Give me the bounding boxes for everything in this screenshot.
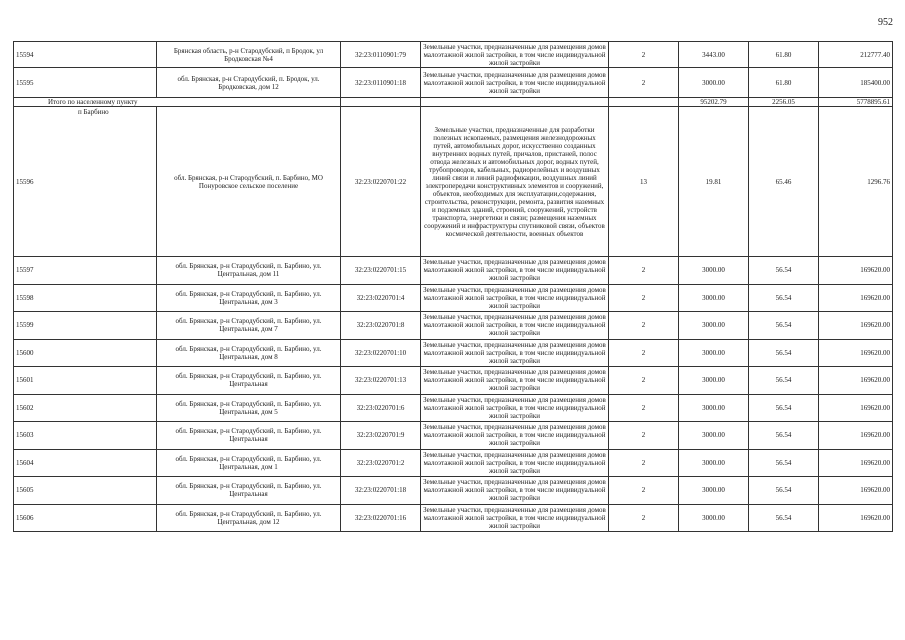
cadastral-value-cell: 169620.00: [819, 339, 893, 367]
table-row: [14, 68, 893, 98]
address-cell: обл. Брянская, р-н Стародубский, п. Барбино, ул. Центральная: [157, 367, 341, 395]
table-row: [14, 394, 893, 422]
cadastral-value-cell: 169620.00: [819, 312, 893, 340]
cadastral-number-cell: 32:23:0220701:22: [341, 107, 421, 257]
address-cell: Брянская область, р-н Стародубский, п Бродок, ул Бродковская №4: [157, 42, 341, 68]
row-number: 15597: [14, 257, 157, 285]
table-row: [14, 367, 893, 395]
rate-cell: 56.54: [749, 312, 819, 340]
row-number: 15598: [14, 284, 157, 312]
subtotal-rate: 2256.05: [749, 98, 819, 107]
rate-cell: 56.54: [749, 477, 819, 505]
row-number: 15602: [14, 394, 157, 422]
address-cell: обл. Брянская, р-н Стародубский, п. Барбино, ул. Центральная, дом 11: [157, 257, 341, 285]
address-cell: обл. Брянская, р-н Стародубский, п. Барбино, ул. Центральная, дом 12: [157, 504, 341, 532]
land-use-cell: Земельные участки, предназначенные для размещения домов малоэтажной жилой застройки, в том числе индивидуальной жилой застройки: [421, 504, 609, 532]
address-cell: обл. Брянская, р-н Стародубский, п. Барбино, МО Понуровское сельское поселение: [157, 107, 341, 257]
cadastral-value-cell: 169620.00: [819, 422, 893, 450]
empty-cell: [421, 98, 609, 107]
group-cell: 2: [609, 339, 679, 367]
land-use-cell: Земельные участки, предназначенные для разработки полезных ископаемых, размещения железнодорожных путей, автомобильных дорог, искусственно созданных внутренних водных путей, причалов, пристаней, полос отвода железных и автомобильных дорог, водных путей, трубопроводов, кабельных, радиорелейных и воздушных линий связи и линий радиофикации, воздушных линий электропередачи конструктивных элементов и сооружений, объектов, необходимых для эксплуатации,содержания, строительства, реконструкции, ремонта, развития наземных и подземных зданий, строений, сооружений, устройств транспорта, энергетики и связи; размещения наземных сооружений и инфраструктуры спутниковой связи, объектов космической деятельности, военных объектов: [421, 107, 609, 257]
cadastral-number-cell: 32:23:0220701:15: [341, 257, 421, 285]
area-cell: 3000.00: [679, 477, 749, 505]
area-cell: 3000.00: [679, 422, 749, 450]
cadastral-value-cell: 169620.00: [819, 257, 893, 285]
rate-cell: 56.54: [749, 284, 819, 312]
area-cell: 3000.00: [679, 449, 749, 477]
address-cell: обл. Брянская, р-н Стародубский, п. Бродок, ул. Бродковская, дом 12: [157, 68, 341, 98]
land-use-cell: Земельные участки, предназначенные для размещения домов малоэтажной жилой застройки, в том числе индивидуальной жилой застройки: [421, 394, 609, 422]
cadastral-value-cell: 169620.00: [819, 477, 893, 505]
area-cell: 3000.00: [679, 367, 749, 395]
table-row: [14, 339, 893, 367]
land-use-cell: Земельные участки, предназначенные для размещения домов малоэтажной жилой застройки, в том числе индивидуальной жилой застройки: [421, 68, 609, 98]
cadastral-value-cell: 169620.00: [819, 284, 893, 312]
cadastral-number-cell: 32:23:0220701:9: [341, 422, 421, 450]
group-cell: 2: [609, 477, 679, 505]
group-cell: 2: [609, 449, 679, 477]
rate-cell: 65.46: [749, 107, 819, 257]
cadastral-value-cell: 185400.00: [819, 68, 893, 98]
row-number: [14, 107, 157, 257]
land-use-cell: Земельные участки, предназначенные для размещения домов малоэтажной жилой застройки, в том числе индивидуальной жилой застройки: [421, 257, 609, 285]
land-use-cell: Земельные участки, предназначенные для размещения домов малоэтажной жилой застройки, в том числе индивидуальной жилой застройки: [421, 477, 609, 505]
table-row: [14, 449, 893, 477]
group-cell: 2: [609, 504, 679, 532]
subtotal-row: [14, 98, 893, 107]
cadastral-number-cell: 32:23:0220701:13: [341, 367, 421, 395]
land-use-cell: Земельные участки, предназначенные для размещения домов малоэтажной жилой застройки, в том числе индивидуальной жилой застройки: [421, 339, 609, 367]
cadastral-value-cell: 169620.00: [819, 449, 893, 477]
land-use-cell: Земельные участки, предназначенные для размещения домов малоэтажной жилой застройки, в том числе индивидуальной жилой застройки: [421, 367, 609, 395]
cadastral-number-cell: 32:23:0220701:2: [341, 449, 421, 477]
row-number: 15601: [14, 367, 157, 395]
empty-cell: [609, 98, 679, 107]
cadastral-number-cell: 32:23:0220701:6: [341, 394, 421, 422]
area-cell: 3443.00: [679, 42, 749, 68]
address-cell: обл. Брянская, р-н Стародубский, п. Барбино, ул. Центральная, дом 8: [157, 339, 341, 367]
address-cell: обл. Брянская, р-н Стародубский, п. Барбино, ул. Центральная: [157, 422, 341, 450]
table-row: [14, 42, 893, 68]
table-row: [14, 107, 893, 257]
area-cell: 3000.00: [679, 394, 749, 422]
cadastral-value-cell: 1296.76: [819, 107, 893, 257]
area-cell: 19.81: [679, 107, 749, 257]
area-cell: 3000.00: [679, 257, 749, 285]
cadastral-number-cell: 32:23:0110901:18: [341, 68, 421, 98]
table-row: [14, 422, 893, 450]
page-number: 952: [878, 17, 893, 28]
locality-name: п Барбино: [78, 108, 109, 116]
cadastral-number-cell: 32:23:0220701:16: [341, 504, 421, 532]
group-cell: 2: [609, 42, 679, 68]
cadastral-value-table: [13, 41, 893, 532]
address-cell: обл. Брянская, р-н Стародубский, п. Барбино, ул. Центральная, дом 3: [157, 284, 341, 312]
land-use-cell: Земельные участки, предназначенные для размещения домов малоэтажной жилой застройки, в том числе индивидуальной жилой застройки: [421, 312, 609, 340]
area-cell: 3000.00: [679, 284, 749, 312]
group-cell: 2: [609, 68, 679, 98]
group-cell: 13: [609, 107, 679, 257]
cadastral-number-cell: 32:23:0220701:10: [341, 339, 421, 367]
rate-cell: 56.54: [749, 504, 819, 532]
cadastral-number-cell: 32:23:0220701:8: [341, 312, 421, 340]
row-number: 15599: [14, 312, 157, 340]
address-cell: обл. Брянская, р-н Стародубский, п. Барбино, ул. Центральная, дом 5: [157, 394, 341, 422]
land-use-cell: Земельные участки, предназначенные для размещения домов малоэтажной жилой застройки, в том числе индивидуальной жилой застройки: [421, 422, 609, 450]
table-row: [14, 284, 893, 312]
row-number: 15606: [14, 504, 157, 532]
subtotal-value: 5778895.61: [819, 98, 893, 107]
group-cell: 2: [609, 257, 679, 285]
rate-cell: 56.54: [749, 449, 819, 477]
row-number: 15600: [14, 339, 157, 367]
address-cell: обл. Брянская, р-н Стародубский, п. Барбино, ул. Центральная, дом 7: [157, 312, 341, 340]
group-cell: 2: [609, 312, 679, 340]
land-use-cell: Земельные участки, предназначенные для размещения домов малоэтажной жилой застройки, в том числе индивидуальной жилой застройки: [421, 284, 609, 312]
area-cell: 3000.00: [679, 504, 749, 532]
area-cell: 3000.00: [679, 339, 749, 367]
table-row: [14, 477, 893, 505]
cadastral-value-cell: 212777.40: [819, 42, 893, 68]
table-row: [14, 257, 893, 285]
group-cell: 2: [609, 394, 679, 422]
land-use-cell: Земельные участки, предназначенные для размещения домов малоэтажной жилой застройки, в том числе индивидуальной жилой застройки: [421, 449, 609, 477]
cadastral-value-cell: 169620.00: [819, 367, 893, 395]
subtotal-label: Итого по населенному пункту: [14, 98, 341, 107]
land-use-cell: Земельные участки, предназначенные для размещения домов малоэтажной жилой застройки, в том числе индивидуальной жилой застройки: [421, 42, 609, 68]
row-number: 15605: [14, 477, 157, 505]
area-cell: 3000.00: [679, 68, 749, 98]
rate-cell: 56.54: [749, 257, 819, 285]
empty-cell: [341, 98, 421, 107]
table-row: [14, 504, 893, 532]
area-cell: 3000.00: [679, 312, 749, 340]
rate-cell: 56.54: [749, 367, 819, 395]
rate-cell: 56.54: [749, 339, 819, 367]
row-number: 15595: [14, 68, 157, 98]
cadastral-number-cell: 32:23:0110901:79: [341, 42, 421, 68]
table-row: [14, 312, 893, 340]
rate-cell: 61.80: [749, 42, 819, 68]
cadastral-number-cell: 32:23:0220701:4: [341, 284, 421, 312]
address-cell: обл. Брянская, р-н Стародубский, п. Барбино, ул. Центральная: [157, 477, 341, 505]
row-number: 15594: [14, 42, 157, 68]
group-cell: 2: [609, 422, 679, 450]
group-cell: 2: [609, 284, 679, 312]
rate-cell: 56.54: [749, 422, 819, 450]
cadastral-number-cell: 32:23:0220701:18: [341, 477, 421, 505]
subtotal-area: 95202.79: [679, 98, 749, 107]
row-number: 15603: [14, 422, 157, 450]
cadastral-value-cell: 169620.00: [819, 504, 893, 532]
row-number: 15604: [14, 449, 157, 477]
group-cell: 2: [609, 367, 679, 395]
rate-cell: 56.54: [749, 394, 819, 422]
cadastral-value-cell: 169620.00: [819, 394, 893, 422]
address-cell: обл. Брянская, р-н Стародубский, п. Барбино, ул. Центральная, дом 1: [157, 449, 341, 477]
rate-cell: 61.80: [749, 68, 819, 98]
row-number-value: 15596: [16, 177, 34, 186]
